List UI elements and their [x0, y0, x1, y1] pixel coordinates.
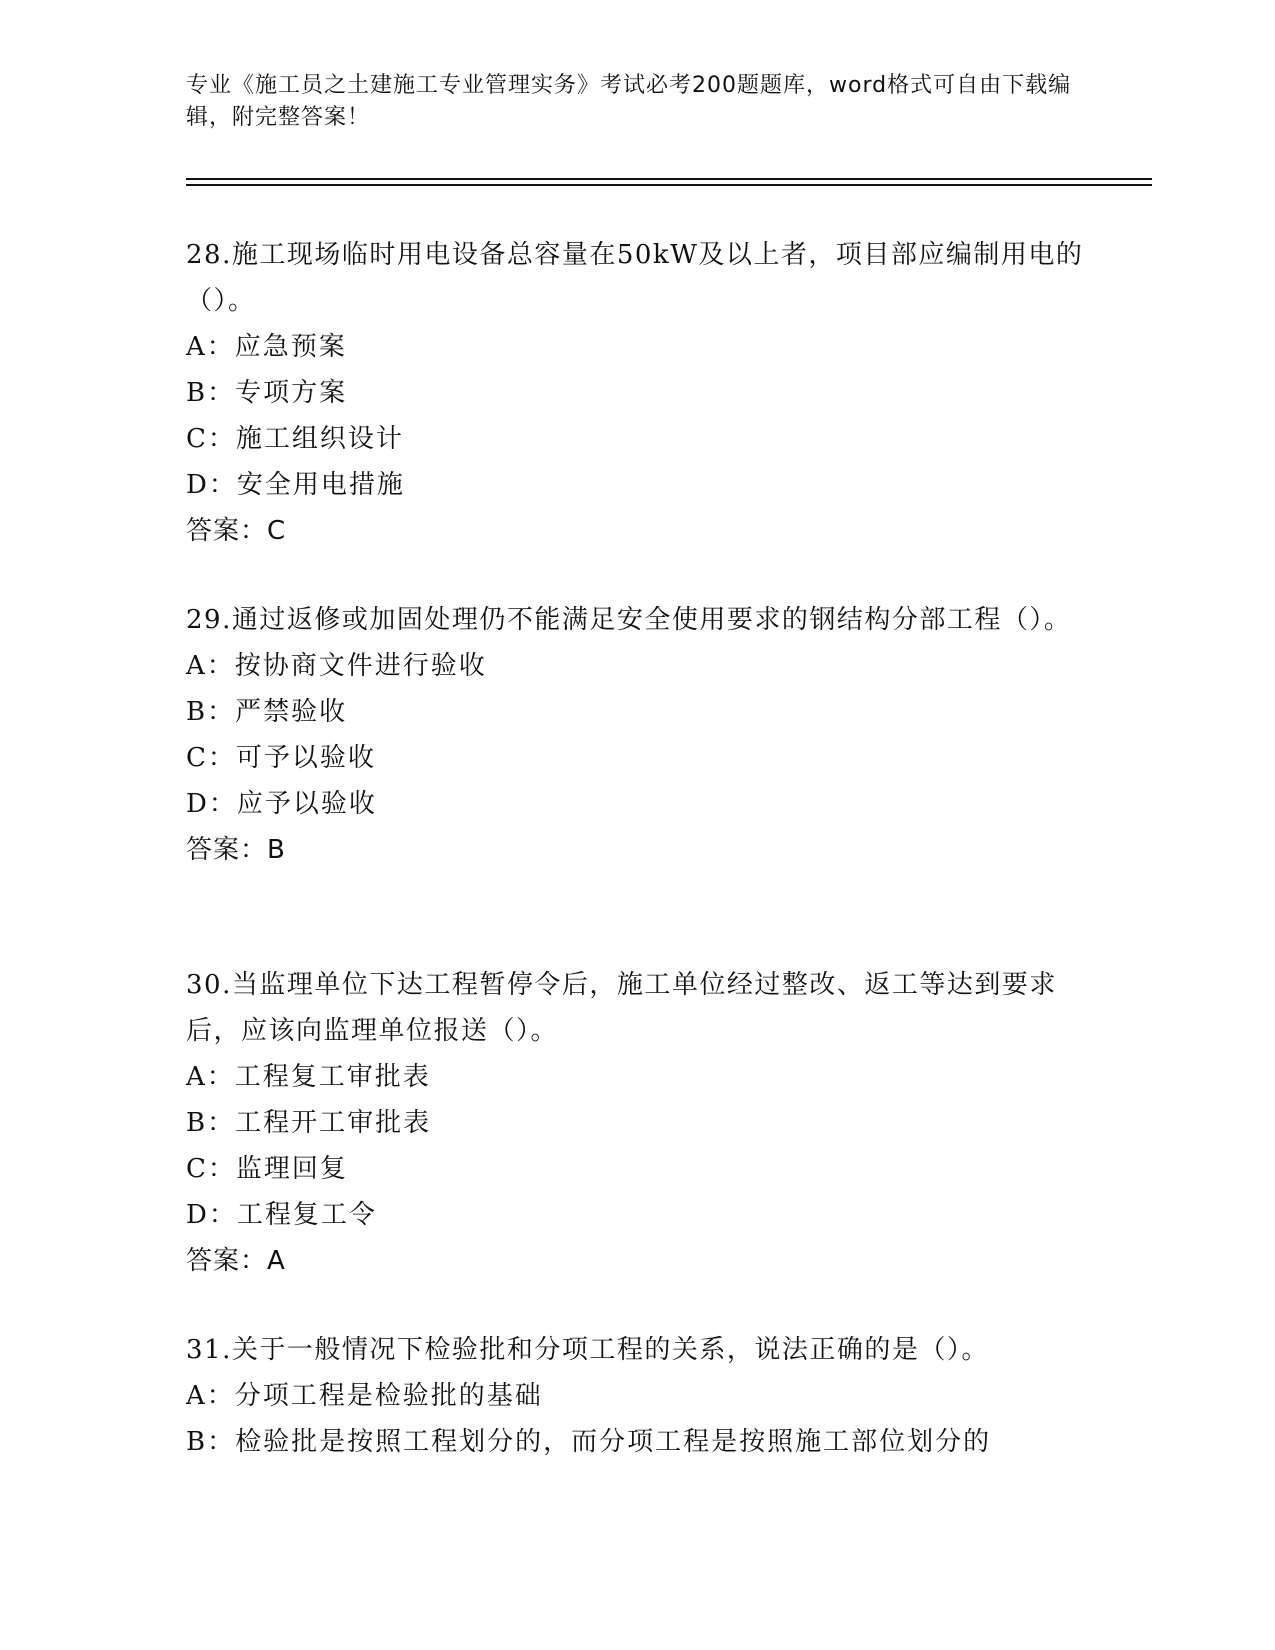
question-text: 30.当监理单位下达工程暂停令后，施工单位经过整改、返工等达到要求后，应该向监理单位报送（）。 [186, 970, 1057, 1046]
document-header: 专业《施工员之土建施工专业管理实务》考试必考200题题库，word格式可自由下载编辑，附完整答案！ [186, 73, 1072, 130]
option-a: A：应急预案 [186, 332, 347, 362]
answer: 答案：B [186, 835, 286, 865]
question-text: 31.关于一般情况下检验批和分项工程的关系，说法正确的是（）。 [186, 1335, 989, 1365]
option-c: C：施工组织设计 [186, 424, 404, 454]
question-text: 29.通过返修或加固处理仍不能满足安全使用要求的钢结构分部工程（）。 [186, 605, 1072, 635]
option-a: A：工程复工审批表 [186, 1062, 431, 1092]
option-b: B：检验批是按照工程划分的，而分项工程是按照施工部位划分的 [186, 1427, 992, 1457]
option-a: A：分项工程是检验批的基础 [186, 1381, 543, 1411]
option-b: B：工程开工审批表 [186, 1108, 432, 1138]
option-b: B：专项方案 [186, 378, 348, 408]
option-d: D：安全用电措施 [186, 470, 405, 500]
answer: 答案：C [186, 516, 287, 546]
answer: 答案：A [186, 1246, 286, 1276]
question-28 [186, 232, 1086, 554]
header-divider-bottom [186, 184, 1152, 186]
header-divider-top [186, 178, 1152, 180]
option-b: B：严禁验收 [186, 697, 348, 727]
option-d: D：应予以验收 [186, 789, 377, 819]
option-c: C：可予以验收 [186, 743, 376, 773]
question-text: 28.施工现场临时用电设备总容量在50kW及以上者，项目部应编制用电的（）。 [186, 240, 1084, 316]
option-a: A：按协商文件进行验收 [186, 651, 487, 681]
option-c: C：监理回复 [186, 1154, 348, 1184]
question-29 [186, 597, 1086, 873]
question-30 [186, 962, 1086, 1284]
option-d: D：工程复工令 [186, 1200, 377, 1230]
question-31 [186, 1327, 1086, 1465]
